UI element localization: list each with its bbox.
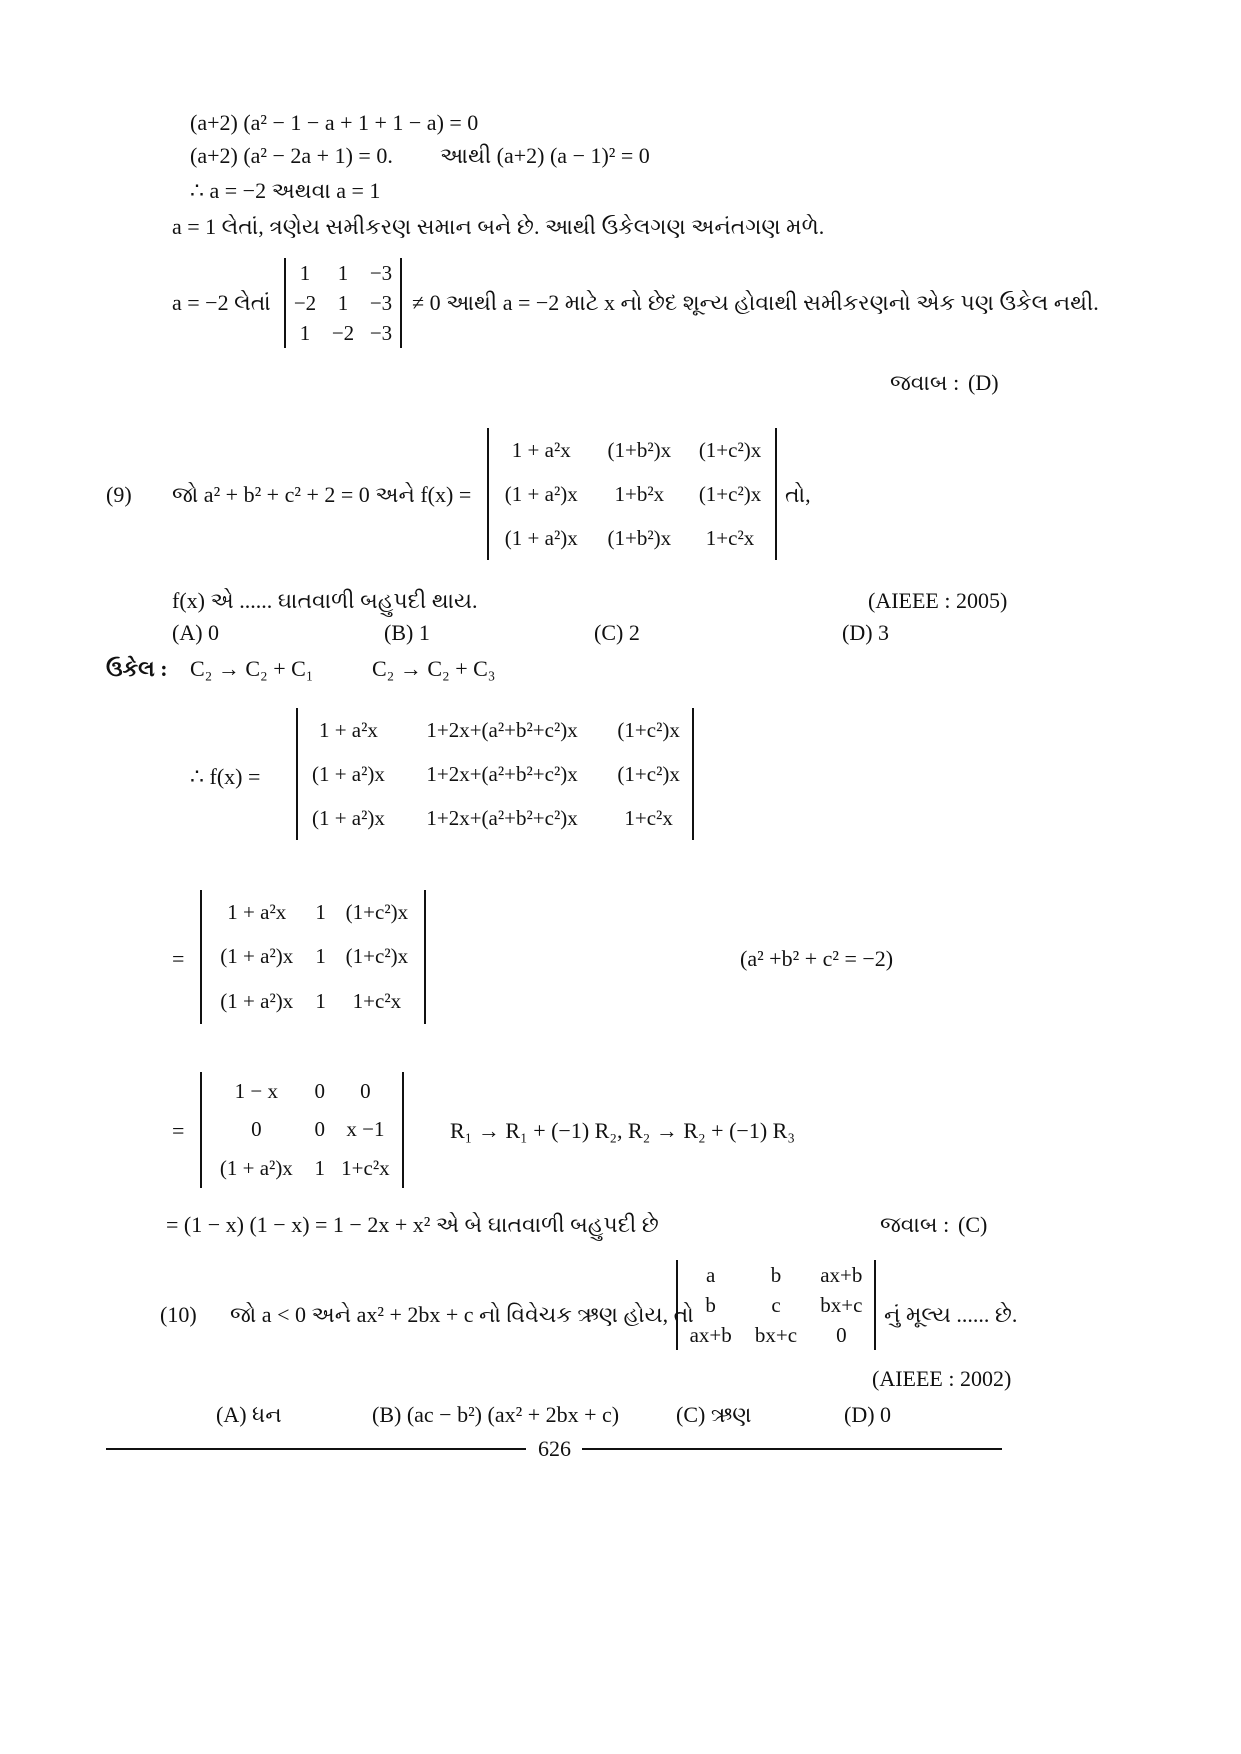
cell: (1 + a²)x [311,761,385,786]
page-number: 626 [538,1436,571,1461]
q10-statement: જો a < 0 અને ax² + 2bx + c નો વિવેચક ઋણ હોય, તો [230,1302,694,1327]
cell: −2 [293,290,317,315]
cell: 1 − x [234,1078,279,1103]
q9-number: (9) [106,482,132,507]
q10-number: (10) [160,1302,197,1327]
q9-column-op-1: C₂ → C₂ + C₁ [190,656,314,681]
cell: 1 [337,290,349,315]
prev-answer-value: (D) [968,370,999,395]
cell: (1+c²)x [345,899,409,924]
q9-solution-label: ઉકેલ : [106,656,168,681]
cell: 1+c²x [352,989,402,1014]
cell: (1+b²)x [607,437,672,462]
cell: 1+c²x [341,1156,390,1181]
prev-line-5-suffix: ≠ 0 આથી a = −2 માટે x નો છેદ શૂન્ય હોવાથી સમીકરણનો એક પણ ઉકેલ નથી. [412,290,1099,315]
q9-statement: જો a² + b² + c² + 2 = 0 અને f(x) = [172,482,472,507]
q9-option-b: (B) 1 [384,620,430,645]
cell: 0 [314,1078,325,1103]
q9-final: = (1 − x) (1 − x) = 1 − 2x + x² એ બે ઘાતવાળી બહુપદી છે [166,1212,659,1237]
cell: bx+c [754,1322,798,1347]
q10-option-d: (D) 0 [844,1402,892,1427]
q9-step2-prefix: = [172,946,185,971]
q9-column-op-2: C₂ → C₂ + C₃ [372,656,496,681]
cell: −3 [369,320,393,345]
prev-line-5-prefix: a = −2 લેતાં [172,290,271,315]
cell: 0 [836,1322,847,1347]
cell: 1 [315,944,326,969]
prev-line-2b: આથી (a+2) (a − 1)² = 0 [440,143,650,168]
cell: bx+c [820,1292,863,1317]
q9-option-c: (C) 2 [594,620,640,645]
cell: c [771,1292,781,1317]
cell: b [705,1292,716,1317]
cell: 1 + a²x [318,717,378,742]
prev-line-2a: (a+2) (a² − 2a + 1) = 0. [190,143,393,168]
q9-answer-value: (C) [958,1212,988,1237]
cell: (1 + a²)x [504,481,578,506]
prev-line-4: a = 1 લેતાં, ત્રણેય સમીકરણ સમાન બને છે. આથી ઉકેલગણ અનંતગણ મળે. [172,214,825,239]
cell: (1+c²)x [617,761,680,786]
q10-statement-end: નું મૂલ્ય ...... છે. [884,1302,1018,1327]
cell: (1+b²)x [607,525,672,550]
cell: 1+2x+(a²+b²+c²)x [426,761,578,786]
cell: 1+2x+(a²+b²+c²)x [426,717,578,742]
cell: 1 + a²x [227,899,287,924]
cell: −3 [369,260,393,285]
q9-line-2: f(x) એ ...... ઘાતવાળી બહુપદી થાય. [172,588,478,613]
cell: 1 [299,260,311,285]
q10-option-b: (B) (ac − b²) (ax² + 2bx + c) [372,1402,620,1427]
q9-step1-prefix: ∴ f(x) = [190,764,261,789]
prev-line-3: ∴ a = −2 અથવા a = 1 [190,178,381,203]
cell: 1 [337,260,349,285]
footer-rule-left [106,1448,526,1450]
q10-determinant [676,1260,876,1350]
cell: 0 [251,1117,262,1142]
cell: 0 [314,1117,325,1142]
cell: (1 + a²)x [220,989,294,1014]
cell: −2 [331,320,355,345]
cell: ax+b [820,1262,863,1287]
cell: (1 + a²)x [504,525,578,550]
q9-source: (AIEEE : 2005) [868,588,1008,613]
cell: 1 [314,1156,325,1181]
cell: a [706,1262,716,1287]
q10-source: (AIEEE : 2002) [872,1366,1012,1391]
footer-rule-right [582,1448,1002,1450]
prev-line-1: (a+2) (a² − 1 − a + 1 + 1 − a) = 0 [190,110,479,135]
cell: x −1 [346,1117,385,1142]
cell: (1 + a²)x [220,944,294,969]
prev-determinant [284,258,402,348]
q9-step2-determinant [200,890,426,1024]
q9-step3-determinant [200,1072,404,1188]
cell: (1+c²)x [698,437,762,462]
cell: 0 [360,1078,371,1103]
cell: (1 + a²)x [219,1156,293,1181]
cell: 1+b²x [614,481,665,506]
q9-step3-prefix: = [172,1118,185,1143]
cell: −3 [369,290,393,315]
q10-option-a: (A) ધન [216,1402,282,1427]
q9-option-d: (D) 3 [842,620,890,645]
prev-answer-label: જવાબ : [890,370,960,395]
cell: 1+c²x [624,805,673,830]
cell: b [770,1262,782,1287]
q9-statement-end: તો, [785,482,811,507]
q9-step2-note: (a² +b² + c² = −2) [740,946,894,971]
cell: (1 + a²)x [311,805,385,830]
cell: (1+c²)x [345,944,409,969]
q9-determinant [487,428,777,560]
cell: 1+c²x [705,525,755,550]
cell: 1 + a²x [511,437,571,462]
q9-option-a: (A) 0 [172,620,220,645]
q9-step3-row-ops: R₁ → R₁ + (−1) R₂, R₂ → R₂ + (−1) R₃ [450,1118,795,1143]
q10-option-c: (C) ઋણ [676,1402,752,1427]
cell: 1+2x+(a²+b²+c²)x [426,805,578,830]
q9-step1-determinant [296,708,694,840]
cell: (1+c²)x [617,717,680,742]
q9-answer-label: જવાબ : [880,1212,950,1237]
cell: (1+c²)x [698,481,762,506]
cell: ax+b [689,1322,732,1347]
cell: 1 [315,989,326,1014]
cell: 1 [315,899,326,924]
cell: 1 [299,320,311,345]
